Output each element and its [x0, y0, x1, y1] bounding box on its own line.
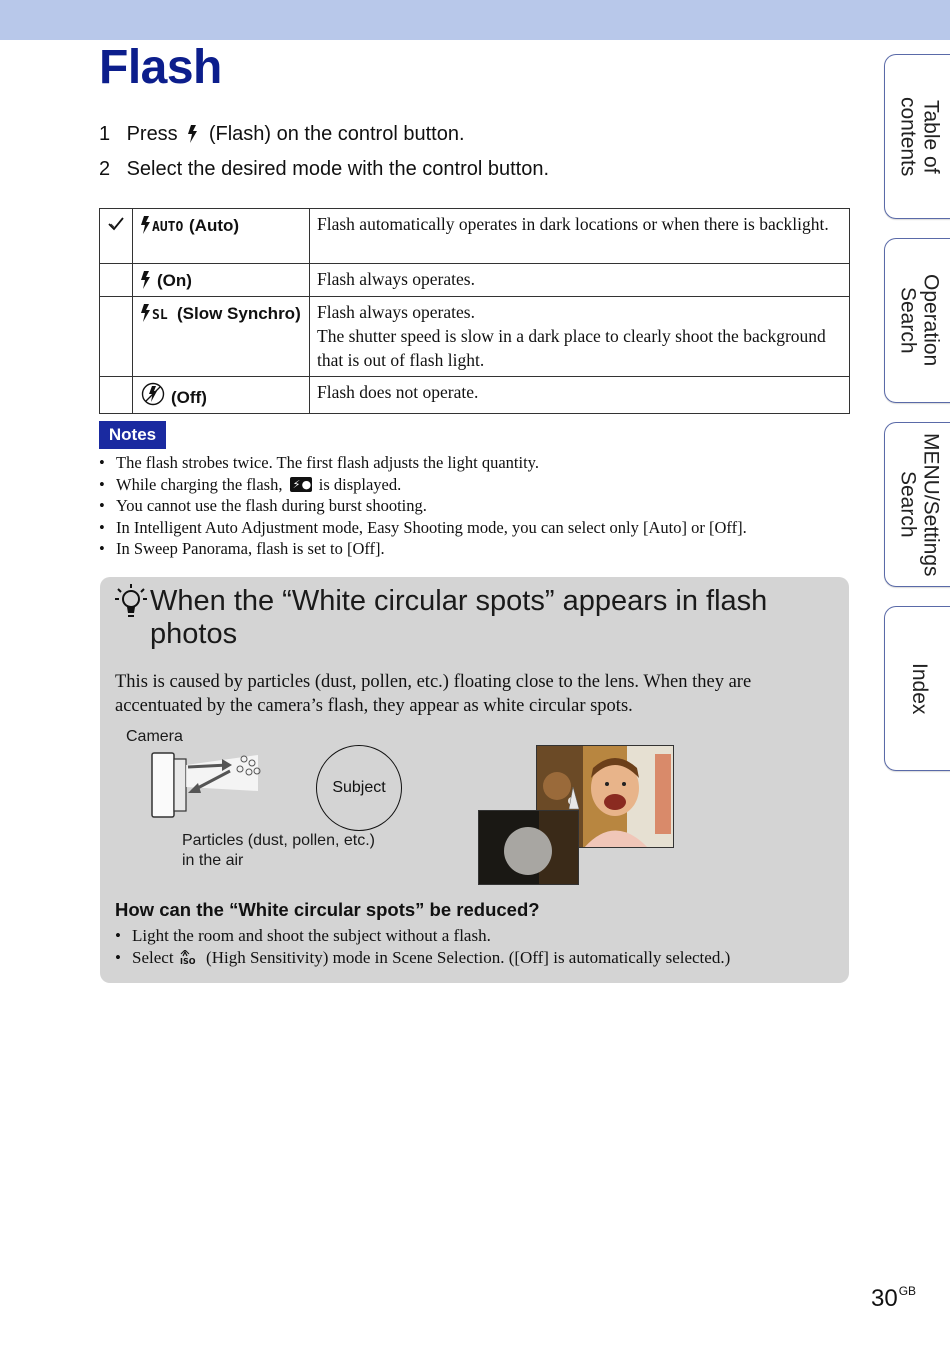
step-text: Press [126, 123, 178, 145]
tab-operation-search[interactable] [884, 238, 950, 403]
table-row [100, 377, 850, 414]
svg-text:SL: SL [152, 308, 168, 322]
mode-cell [133, 264, 310, 297]
tab-table-of-contents[interactable] [884, 54, 950, 219]
list-item: • In Intelligent Auto Adjustment mode, Easy Shooting mode, you can select only [Auto] or [Off]. [99, 517, 747, 539]
subject-circle [316, 745, 402, 831]
step-number: 2 [99, 158, 111, 180]
list-item: • In Sweep Panorama, flash is set to [Off]. [99, 538, 747, 560]
step-2 [99, 158, 549, 181]
check-icon [108, 217, 124, 231]
particles-label [182, 831, 375, 871]
mode-cell [133, 297, 310, 377]
mode-description: Flash always operates. [310, 264, 850, 297]
page-number [871, 1284, 916, 1313]
step-text: Select the desired mode with the control button. [126, 158, 550, 180]
list-item: • Light the room and shoot the subject without a flash. [115, 925, 730, 947]
tab-label: MENU/Settings Search [896, 432, 943, 577]
top-bar [0, 0, 950, 40]
default-cell [100, 264, 133, 297]
high-sensitivity-icon [179, 950, 199, 965]
list-item [99, 474, 747, 496]
flash-on-icon [141, 271, 151, 289]
hint-box [100, 577, 849, 983]
reduce-list [115, 925, 730, 969]
camera-diagram [148, 747, 266, 823]
mode-description: Flash does not operate. [310, 377, 850, 414]
tab-label: Table of contents [896, 96, 943, 177]
note-text: is displayed. [318, 474, 402, 494]
mode-label: (On) [157, 271, 192, 290]
particles-label-line: in the air [182, 852, 244, 869]
tab-menu-settings-search[interactable] [884, 422, 950, 587]
page-title: Flash [99, 41, 222, 94]
lightbulb-icon [114, 583, 148, 623]
mode-label: (Slow Synchro) [177, 304, 301, 323]
list-item: • You cannot use the flash during burst shooting. [99, 495, 747, 517]
mode-cell [133, 209, 310, 264]
step-number: 1 [99, 123, 111, 145]
tab-label: Index [908, 662, 931, 715]
default-cell [100, 377, 133, 414]
mode-label: (Auto) [189, 216, 240, 235]
reduce-heading: How can the “White circular spots” be reduced? [115, 899, 540, 920]
flash-off-icon [141, 382, 165, 406]
mode-cell [133, 377, 310, 414]
tab-label: Operation Search [896, 274, 943, 367]
svg-text:AUTO: AUTO [152, 220, 183, 234]
mode-description [310, 297, 850, 377]
particles-label-line: Particles (dust, pollen, etc.) [182, 832, 375, 849]
description-line: Flash always operates. [317, 302, 475, 322]
reduce-text: (High Sensitivity) mode in Scene Selection. ([Off] is automatically selected.) [206, 948, 731, 967]
subject-label: Subject [332, 779, 386, 796]
hint-title: When the “White circular spots” appears in flash photos [150, 585, 768, 650]
mode-description: Flash automatically operates in dark locations or when there is backlight. [310, 209, 850, 264]
zoomed-spot-photo [478, 810, 579, 885]
flash-mode-table [99, 208, 850, 414]
default-cell [100, 297, 133, 377]
hint-body: This is caused by particles (dust, pollen, etc.) floating close to the lens. When they are accentuated by the camera’s flash, they appear as white circular spots. [115, 672, 752, 716]
camera-label: Camera [126, 728, 183, 745]
step-1 [99, 123, 465, 146]
flash-auto-icon [141, 216, 183, 234]
notes-list [99, 452, 747, 560]
svg-text:ISO: ISO [179, 957, 196, 965]
table-row [100, 209, 850, 264]
page-number-suffix: GB [898, 1284, 917, 1298]
note-text: While charging the flash, [116, 474, 283, 494]
list-item: • The flash strobes twice. The first flash adjusts the light quantity. [99, 452, 747, 474]
description-line: The shutter speed is slow in a dark place to clearly shoot the background that is out of flash light. [317, 326, 826, 370]
zoom-pointer [565, 787, 585, 817]
tab-index[interactable] [884, 606, 950, 771]
flash-icon [187, 125, 199, 143]
mode-label: (Off) [171, 388, 207, 407]
list-item [115, 947, 730, 969]
flash-slow-synchro-icon [141, 304, 171, 322]
reduce-text: Select [132, 948, 174, 967]
flash-charging-icon: ⚡ ● [290, 477, 312, 492]
page-number-value: 30 [871, 1285, 898, 1312]
notes-badge: Notes [99, 421, 166, 449]
step-text: (Flash) on the control button. [208, 123, 465, 145]
table-row [100, 297, 850, 377]
table-row [100, 264, 850, 297]
default-cell [100, 209, 133, 264]
